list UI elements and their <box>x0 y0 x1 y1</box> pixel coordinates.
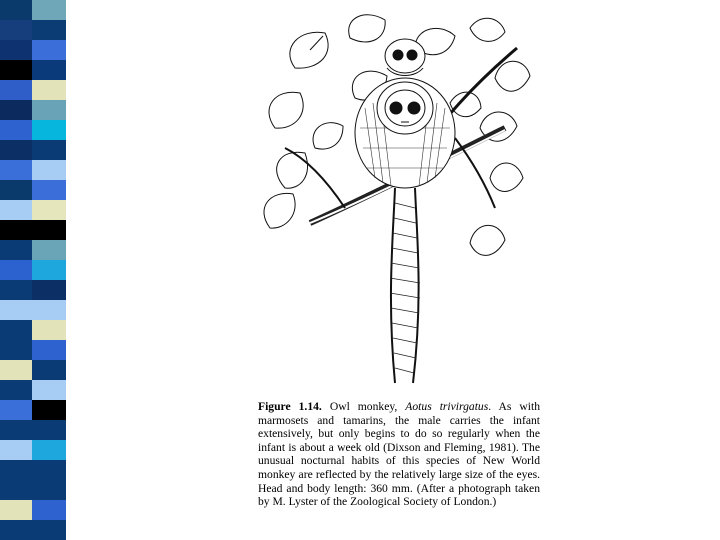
stripe-tile <box>0 200 66 220</box>
stripe-tile-left <box>0 420 32 440</box>
stripe-tile-right <box>32 300 66 320</box>
stripe-tile-right <box>32 440 66 460</box>
stripe-tile <box>0 60 66 80</box>
figure-caption <box>258 400 540 509</box>
stripe-tile-right <box>32 240 66 260</box>
owl-monkey-illustration <box>255 8 540 390</box>
stripe-tile <box>0 340 66 360</box>
species-name: Aotus trivirgatus <box>405 400 489 413</box>
stripe-tile-left <box>0 0 32 20</box>
stripe-tile-left <box>0 440 32 460</box>
stripe-tile-right <box>32 20 66 40</box>
stripe-tile <box>0 320 66 340</box>
stripe-tile-right <box>32 280 66 300</box>
stripe-tile-left <box>0 300 32 320</box>
stripe-tile-left <box>0 220 32 240</box>
stripe-tile <box>0 140 66 160</box>
stripe-tile-right <box>32 80 66 100</box>
stripe-tile-right <box>32 260 66 280</box>
stripe-tile-right <box>32 480 66 500</box>
stripe-tile-right <box>32 400 66 420</box>
stripe-tile <box>0 400 66 420</box>
stripe-tile <box>0 240 66 260</box>
stripe-tile <box>0 420 66 440</box>
stripe-tile-right <box>32 40 66 60</box>
stripe-tile-right <box>32 360 66 380</box>
stripe-tile <box>0 80 66 100</box>
stripe-tile <box>0 260 66 280</box>
stripe-tile-left <box>0 240 32 260</box>
stripe-tile-right <box>32 140 66 160</box>
stripe-tile-left <box>0 260 32 280</box>
caption-body: . As with marmosets and tamarins, the male carries the infant extensively, but only begins to do so regularly when the infant is about a week old (Dixson and Fleming, 1981). The unusual nocturnal habits of this species of New World monkey are reflected by the relatively large size of the eyes. Head and body length: 360 mm. (After a photograph taken by M. Lyster of the Zoological Society of London.) <box>258 400 540 509</box>
stripe-tile-right <box>32 180 66 200</box>
stripe-tile-left <box>0 500 32 520</box>
stripe-tile <box>0 300 66 320</box>
stripe-tile-left <box>0 120 32 140</box>
stripe-tile-right <box>32 60 66 80</box>
decorative-stripe-bar <box>0 0 66 540</box>
stripe-tile <box>0 500 66 520</box>
stripe-tile-right <box>32 100 66 120</box>
stripe-tile <box>0 120 66 140</box>
stripe-tile-left <box>0 480 32 500</box>
stripe-tile-right <box>32 220 66 240</box>
stripe-tile <box>0 440 66 460</box>
stripe-tile-left <box>0 340 32 360</box>
stripe-tile-right <box>32 420 66 440</box>
stripe-tile-left <box>0 320 32 340</box>
caption-lead: Owl monkey, <box>321 400 406 413</box>
stripe-tile-right <box>32 320 66 340</box>
stripe-tile-left <box>0 20 32 40</box>
stripe-tile-left <box>0 80 32 100</box>
stripe-tile <box>0 480 66 500</box>
stripe-tile <box>0 380 66 400</box>
stripe-tile <box>0 220 66 240</box>
stripe-tile-left <box>0 40 32 60</box>
stripe-tile-left <box>0 140 32 160</box>
stripe-tile <box>0 520 66 540</box>
stripe-tile <box>0 460 66 480</box>
stripe-tile <box>0 0 66 20</box>
stripe-tile-left <box>0 160 32 180</box>
stripe-tile-left <box>0 280 32 300</box>
stripe-tile-right <box>32 160 66 180</box>
stripe-tile-left <box>0 520 32 540</box>
stripe-tile <box>0 180 66 200</box>
stripe-tile <box>0 40 66 60</box>
stripe-tile-left <box>0 400 32 420</box>
stripe-tile-right <box>32 460 66 480</box>
stripe-tile-left <box>0 360 32 380</box>
stripe-tile <box>0 360 66 380</box>
stripe-tile-right <box>32 0 66 20</box>
stripe-tile-right <box>32 380 66 400</box>
stripe-tile-left <box>0 100 32 120</box>
stripe-tile-left <box>0 200 32 220</box>
stripe-tile-right <box>32 120 66 140</box>
stripe-tile <box>0 100 66 120</box>
stripe-tile-left <box>0 460 32 480</box>
stripe-tile-right <box>32 500 66 520</box>
stripe-tile-left <box>0 180 32 200</box>
stripe-tile-right <box>32 200 66 220</box>
stripe-tile <box>0 20 66 40</box>
stripe-tile-right <box>32 520 66 540</box>
stripe-tile-left <box>0 60 32 80</box>
stripe-tile-left <box>0 380 32 400</box>
stripe-tile <box>0 160 66 180</box>
stripe-tile-right <box>32 340 66 360</box>
figure-label: Figure 1.14. <box>258 400 322 413</box>
stripe-tile <box>0 280 66 300</box>
